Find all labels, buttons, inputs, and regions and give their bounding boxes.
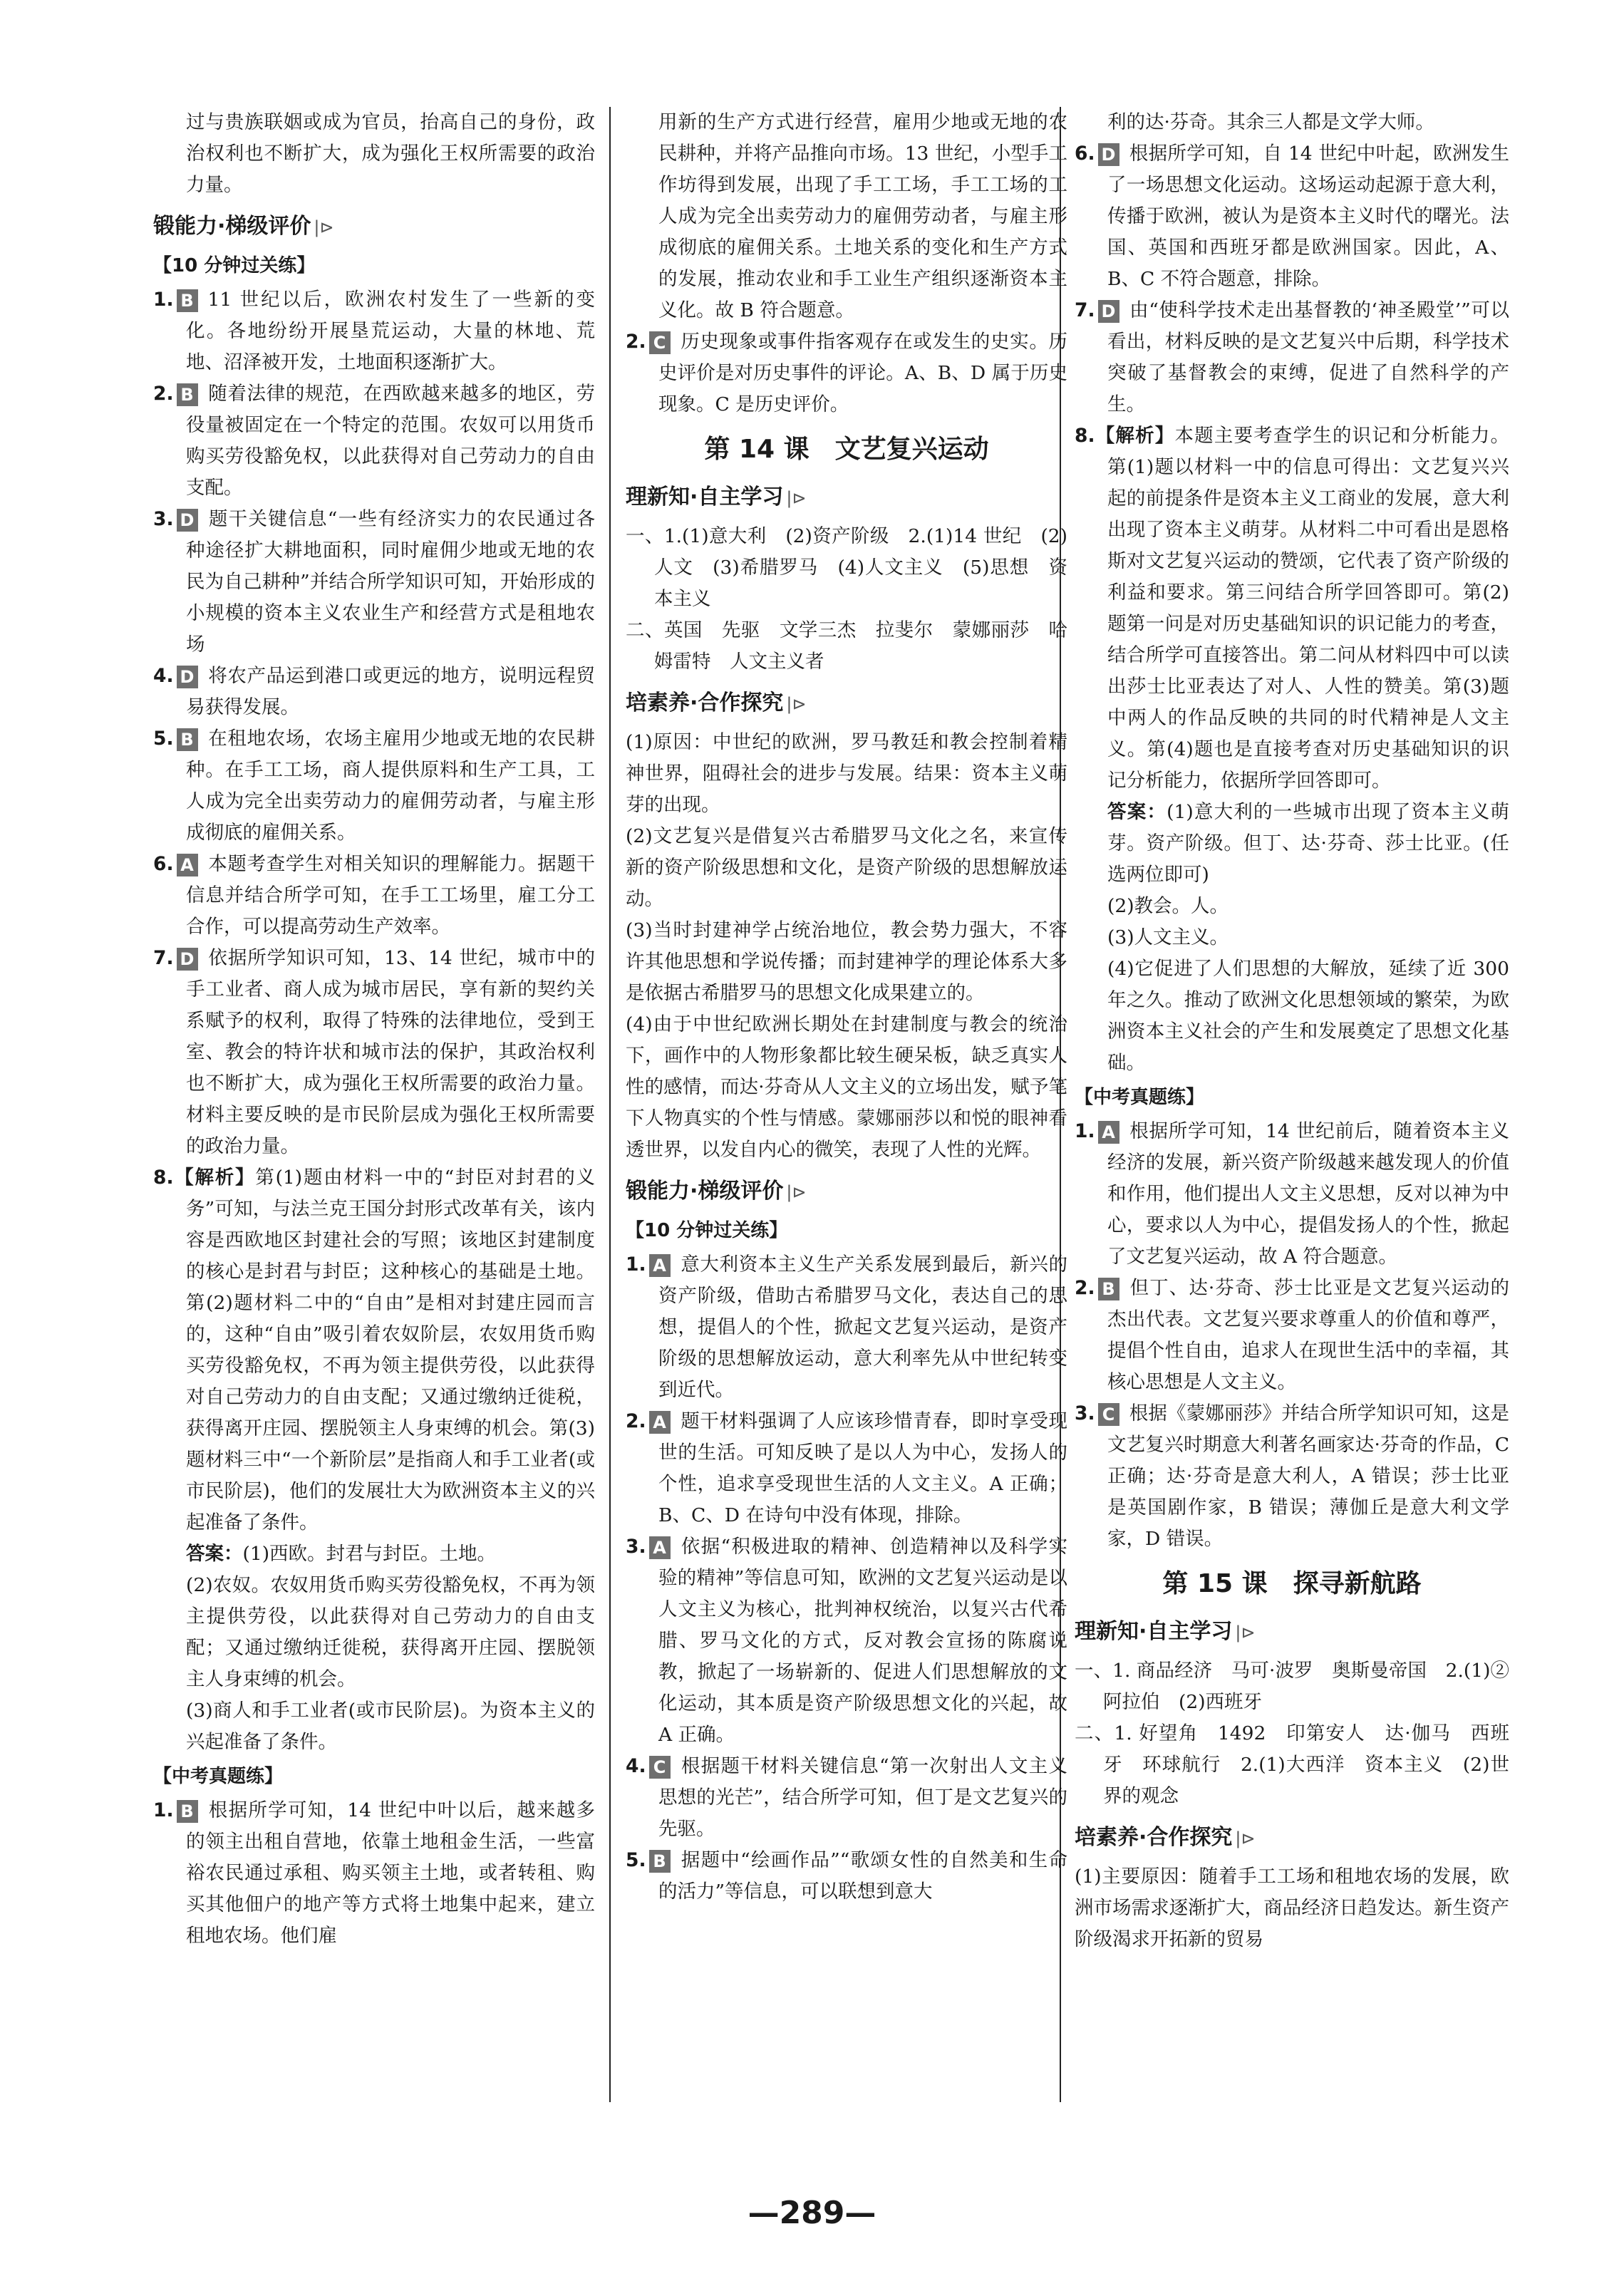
analysis-item: 8.【解析】本题主要考查学生的识记和分析能力。第(1)题以材料一中的信息可得出：文艺复兴兴起的前提条件是资本主义工商业的发展，意大利出现了资本主义萌芽。从材料二中可看出是恩格斯对文艺复兴运动的赞颂，它代表了资产阶级的利益和要求。第三问结合所学回答即可。第(2)题第一问是对历史基础知识的识记能力的考查，结合所学可直接答出。第二问从材料四中可以读出莎士比亚表达了对人、人性的赞美。第(3)题中两人的作品反映的共同的时代精神是人文主义。第(4)题也是直接考查对历史基础知识的识记分析能力，依据所学回答即可。: [1075, 425, 1510, 792]
section-heading: 锻能力·梯级评价 |⊳: [626, 1179, 807, 1204]
arrow-icon: |⊳: [786, 488, 807, 508]
paragraph: 利的达·芬奇。其余三人都是文学大师。: [1107, 111, 1434, 133]
answer-choice: A: [177, 854, 198, 876]
answer-choice: D: [177, 666, 198, 688]
answer-item: 3. D 题干关键信息“一些有经济实力的农民通过各种途径扩大耕地面积，同时雇佣少地或无地的农民为自己耕种”并结合所学知识可知，开始形成的小规模的资本主义农业生产和经营方式是租地农场: [153, 508, 595, 656]
arrow-icon: |⊳: [786, 694, 807, 714]
answer-block: 答案：(1)西欧。封君与封臣。土地。: [186, 1543, 497, 1565]
page-number: —289—: [748, 2195, 876, 2231]
answer-item: 1. A 意大利资本主义生产关系发展到最后，新兴的资产阶级，借助古希腊罗马文化，表达自己的思想，提倡人的个性，掀起文艺复兴运动，是资产阶级的思想解放运动，意大利率先从中世纪转变到近代。: [626, 1253, 1067, 1401]
column-3: [1075, 107, 1509, 1955]
paragraph: (1)原因：中世纪的欧洲，罗马教廷和教会控制着精神世界，阻碍社会的进步与发展。结果：资本主义萌芽的出现。: [626, 731, 1067, 816]
answer-item: 7. D 由“使科学技术走出基督教的‘神圣殿堂’”可以看出，材料反映的是文艺复兴中后期，科学技术突破了基督教会的束缚，促进了自然科学的产生。: [1075, 299, 1509, 415]
answer-item: 2. A 题干材料强调了人应该珍惜青春，即时享受现世的生活。可知反映了是以人为中心，发扬人的个性，追求享受现世生活的人文主义。A 正确；B、C、D 在诗句中没有体现，排除。: [626, 1410, 1067, 1526]
answer-choice: D: [177, 509, 198, 532]
answer-block: (4)它促进了人们思想的大解放，延续了近 300 年之久。推动了欧洲文化思想领域的繁荣，为欧洲资本主义社会的产生和发展奠定了思想文化基础。: [1107, 958, 1509, 1074]
column-2: [626, 107, 1067, 1908]
paragraph: (3)当时封建神学占统治地位，教会势力强大，不容许其他思想和学说传播；而封建神学的理论体系大多是依据古希腊罗马的思想文化成果建立的。: [626, 919, 1067, 1004]
paragraph: (2)文艺复兴是借复兴古希腊罗马文化之名，来宣传新的资产阶级思想和文化，是资产阶级的思想解放运动。: [626, 825, 1067, 910]
answer-choice: B: [177, 728, 198, 751]
subsection-heading: 【10 分钟过关练】: [153, 255, 316, 276]
answer-block: (3)人文主义。: [1107, 926, 1229, 948]
answer-choice: B: [649, 1850, 671, 1873]
fill-answer: 一、1. 商品经济 马可·波罗 奥斯曼帝国 2.(1)②阿拉伯 (2)西班牙: [1075, 1660, 1509, 1713]
answer-choice: C: [649, 1756, 671, 1779]
lesson-title: 第 14 课 文艺复兴运动: [704, 435, 989, 464]
answer-block: (3)商人和手工业者(或市民阶层)。为资本主义的兴起准备了条件。: [186, 1700, 595, 1753]
answer-choice: A: [649, 1254, 671, 1277]
section-heading: 理新知·自主学习 |⊳: [626, 485, 807, 510]
answer-item: 5. B 据题中“绘画作品”“歌颂女性的自然美和生命的活力”等信息，可以联想到意大: [626, 1849, 1067, 1903]
answer-item: 5. B 在租地农场，农场主雇用少地或无地的农民耕种。在手工工场，商人提供原料和生产工具，工人成为完全出卖劳动力的雇佣劳动者，与雇主形成彻底的雇佣关系。: [153, 728, 595, 844]
answer-item: 3. C 根据《蒙娜丽莎》并结合所学知识可知，这是文艺复兴时期意大利著名画家达·芬奇的作品，C 正确；达·芬奇是意大利人，A 错误；莎士比亚是英国剧作家，B 错误；薄伽丘是意大利文学家，D 错误。: [1075, 1402, 1509, 1550]
answer-item: 7. D 依据所学知识可知，13、14 世纪，城市中的手工业者、商人成为城市居民，享有新的契约关系赋予的权利，取得了特殊的法律地位，受到王室、教会的特许状和城市法的保护，其政治权利也不断扩大，成为强化王权所需要的政治力量。材料主要反映的是市民阶层成为强化王权所需要的政治力量。: [153, 947, 595, 1157]
answer-choice: A: [649, 1411, 671, 1434]
fill-answer: 二、1. 好望角 1492 印第安人 达·伽马 西班牙 环球航行 2.(1)大西洋 资本主义 (2)世界的观念: [1075, 1722, 1509, 1807]
section-heading: 培素养·合作探究 |⊳: [626, 691, 807, 715]
arrow-icon: |⊳: [786, 1182, 807, 1202]
analysis-item: 8.【解析】第(1)题由材料一中的“封臣对封君的义务”可知，与法兰克王国分封形式改革有关，该内容是西欧地区封建社会的写照；该地区封建制度的核心是封君与封臣；这种核心的基础是土地。第(2)题材料二中的“自由”是相对封建庄园而言的，这种“自由”吸引着农奴阶层，农奴用货币购买劳役豁免权，不再为领主提供劳役，以此获得对自己劳动力的自由支配；又通过缴纳迁徙税，获得离开庄园、摆脱领主人身束缚的机会。第(3)题材料三中“一个新阶层”是指商人和手工业者(或市民阶层)，他们的发展壮大为欧洲资本主义的兴起准备了条件。: [153, 1167, 596, 1534]
answer-choice: C: [1098, 1403, 1119, 1426]
answer-item: 4. D 将农产品运到港口或更远的地方，说明远程贸易获得发展。: [153, 665, 595, 718]
answer-choice: B: [177, 1800, 198, 1823]
answer-item: 1. A 根据所学可知，14 世纪前后，随着资本主义经济的发展，新兴资产阶级越来越发现人的价值和作用，他们提出人文主义思想，反对以神为中心，要求以人为中心，提倡发扬人的个性，掀起了文艺复兴运动，故 A 符合题意。: [1075, 1120, 1509, 1268]
paragraph: 用新的生产方式进行经营，雇用少地或无地的农民耕种，并将产品推向市场。13 世纪，小型手工作坊得到发展，出现了手工工场，手工工场的工人成为完全出卖劳动力的雇佣劳动者，与雇主形成彻底的雇佣关系。土地关系的变化和生产方式的发展，推动农业和手工业生产组织逐渐资本主义化。故 B 符合题意。: [658, 111, 1067, 321]
answer-item: 1. B 11 世纪以后，欧洲农村发生了一些新的变化。各地纷纷开展垦荒运动，大量的林地、荒地、沼泽被开发，土地面积逐渐扩大。: [153, 289, 595, 373]
section-heading: 培素养·合作探究 |⊳: [1075, 1825, 1256, 1850]
answer-choice: B: [177, 289, 198, 312]
answer-block: (2)农奴。农奴用货币购买劳役豁免权，不再为领主提供劳役，以此获得对自己劳动力的自由支配；又通过缴纳迁徙税，获得离开庄园、摆脱领主人身束缚的机会。: [186, 1574, 595, 1690]
section-heading: 锻能力·梯级评价 |⊳: [153, 214, 334, 239]
fill-answer: 二、英国 先驱 文学三杰 拉斐尔 蒙娜丽莎 哈姆雷特 人文主义者: [626, 619, 1067, 673]
answer-choice: D: [1098, 143, 1119, 166]
answer-choice: D: [1098, 300, 1119, 323]
column-1: [153, 107, 595, 1952]
subsection-heading: 【10 分钟过关练】: [626, 1220, 788, 1241]
answer-item: 6. A 本题考查学生对相关知识的理解能力。据题干信息并结合所学可知，在手工工场里，雇工分工合作，可以提高劳动生产效率。: [153, 853, 595, 938]
arrow-icon: |⊳: [314, 217, 334, 237]
answer-choice: B: [1098, 1278, 1119, 1300]
answer-item: 2. C 历史现象或事件指客观存在或发生的史实。历史评价是对历史事件的评论。A、B、D 属于历史现象。C 是历史评价。: [626, 331, 1067, 415]
subsection-heading: 【中考真题练】: [153, 1766, 284, 1787]
answer-choice: B: [177, 383, 198, 406]
paragraph: (4)由于中世纪欧洲长期处在封建制度与教会的统治下，画作中的人物形象都比较生硬呆板，缺乏真实人性的感情，而达·芬奇从人文主义的立场出发，赋予笔下人物真实的个性与情感。蒙娜丽莎以和悦的眼神看透世界，以发自内心的微笑，表现了人性的光辉。: [626, 1013, 1067, 1161]
column-divider: [609, 107, 611, 2102]
arrow-icon: |⊳: [1235, 1623, 1256, 1643]
answer-block: (2)教会。人。: [1107, 895, 1229, 917]
lesson-title: 第 15 课 探寻新航路: [1162, 1569, 1422, 1598]
answer-block: 答案：(1)意大利的一些城市出现了资本主义萌芽。资产阶级。但丁、达·芬奇、莎士比亚。(任选两位即可): [1107, 801, 1509, 886]
answer-choice: D: [177, 948, 198, 971]
paragraph: (1)主要原因：随着手工工场和租地农场的发展，欧洲市场需求逐渐扩大，商品经济日趋发达。新生资产阶级渴求开拓新的贸易: [1075, 1866, 1509, 1950]
answer-item: 3. A 依据“积极进取的精神、创造精神以及科学实验的精神”等信息可知，欧洲的文艺复兴运动是以人文主义为核心，批判神权统治，以复兴古代希腊、罗马文化的方式，反对教会宣扬的陈腐说教，掀起了一场崭新的、促进人们思想解放的文化运动，其本质是资产阶级思想文化的兴起，故 A 正确。: [626, 1536, 1067, 1746]
paragraph: 过与贵族联姻或成为官员，抬高自己的身份，政治权利也不断扩大，成为强化王权所需要的政治力量。: [186, 111, 595, 196]
answer-choice: A: [649, 1536, 671, 1559]
answer-item: 1. B 根据所学可知，14 世纪中叶以后，越来越多的领主出租自营地，依靠土地租金生活，一些富裕农民通过承租、购买领主土地，或者转租、购买其他佃户的地产等方式将土地集中起来，建立租地农场。他们雇: [153, 1799, 595, 1947]
answer-item: 4. C 根据题干材料关键信息“第一次射出人文主义思想的光芒”，结合所学可知，但丁是文艺复兴的先驱。: [626, 1755, 1067, 1840]
answer-choice: C: [649, 331, 671, 354]
arrow-icon: |⊳: [1235, 1829, 1256, 1848]
section-heading: 理新知·自主学习 |⊳: [1075, 1619, 1256, 1644]
answer-item: 6. D 根据所学可知，自 14 世纪中叶起，欧洲发生了一场思想文化运动。这场运动起源于意大利，传播于欧洲，被认为是资本主义时代的曙光。法国、英国和西班牙都是欧洲国家。因此，A、B、C 不符合题意，排除。: [1075, 143, 1509, 290]
subsection-heading: 【中考真题练】: [1075, 1087, 1205, 1108]
answer-item: 2. B 但丁、达·芬奇、莎士比亚是文艺复兴运动的杰出代表。文艺复兴要求尊重人的价值和尊严，提倡个性自由，追求人在现世生活中的幸福，其核心思想是人文主义。: [1075, 1277, 1509, 1393]
answer-choice: A: [1098, 1121, 1119, 1144]
fill-answer: 一、1.(1)意大利 (2)资产阶级 2.(1)14 世纪 (2)人文 (3)希腊罗马 (4)人文主义 (5)思想 资本主义: [626, 525, 1067, 610]
answer-item: 2. B 随着法律的规范，在西欧越来越多的地区，劳役量被固定在一个特定的范围。农奴可以用货币购买劳役豁免权，以此获得对自己劳动力的自由支配。: [153, 383, 595, 499]
